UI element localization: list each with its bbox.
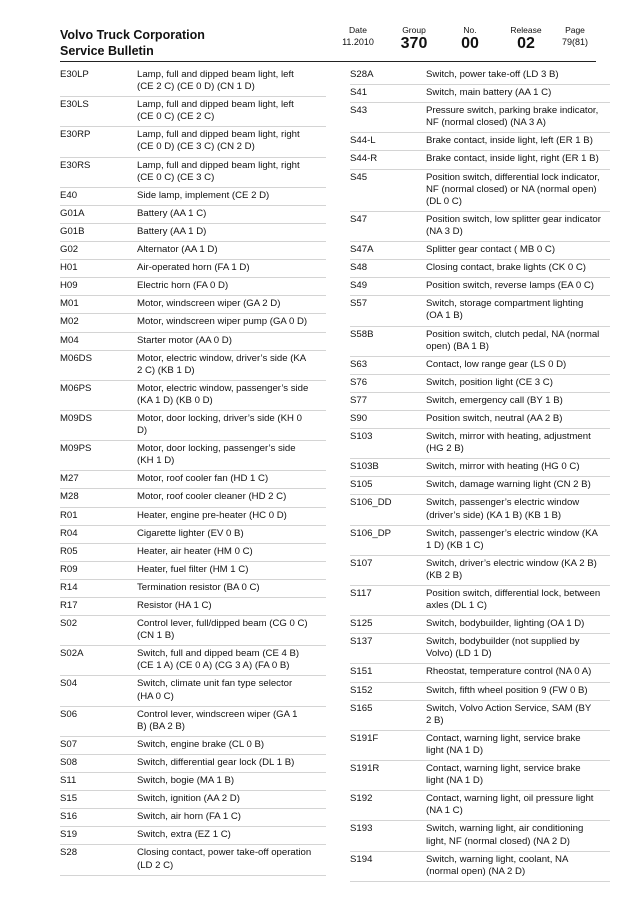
component-code: R17 — [60, 600, 78, 611]
page-cell — [554, 25, 596, 49]
component-description: Cigarette lighter (EV 0 B) — [137, 527, 244, 539]
table-row — [60, 646, 326, 676]
group-value: 370 — [400, 35, 428, 52]
component-code: S90 — [350, 412, 368, 424]
bulletin-header — [60, 24, 596, 56]
component-code: S49 — [350, 280, 368, 292]
table-row — [350, 791, 610, 821]
component-code: S58B — [350, 328, 374, 340]
bulletin-type: Service Bulletin — [60, 44, 154, 58]
table-row — [350, 459, 610, 477]
table-row — [60, 67, 326, 97]
table-row — [60, 242, 326, 260]
component-code: S103B — [350, 461, 379, 473]
component-code: S165 — [350, 702, 373, 714]
component-code: G01B — [60, 225, 85, 237]
component-code: S04 — [60, 678, 78, 690]
table-row — [60, 489, 326, 507]
component-code: S44-R — [350, 153, 378, 165]
component-description: Closing contact, brake lights (CK 0 C) — [426, 262, 586, 274]
component-description: Resistor (HA 1 C) — [137, 600, 212, 611]
component-code: H01 — [60, 262, 78, 274]
component-description: Switch, air horn (FA 1 C) — [137, 811, 241, 823]
table-row — [60, 676, 326, 706]
component-description: Splitter gear contact ( MB 0 C) — [426, 244, 556, 256]
component-code: E30RP — [60, 129, 91, 141]
component-description: Switch, main battery (AA 1 C) — [426, 87, 552, 99]
table-row — [350, 634, 610, 664]
table-row — [60, 97, 326, 127]
component-description: Lamp, full and dipped beam light, right (CE 0 D) (CE 3 C) (CN 2 D) — [137, 129, 300, 153]
release-label: Release — [510, 25, 542, 35]
component-description: Motor, electric window, driver’s side (KA 2 C) (KB 1 D) — [137, 352, 307, 376]
component-code: H09 — [60, 280, 78, 292]
table-row — [60, 351, 326, 381]
table-row — [60, 845, 326, 875]
table-row — [350, 495, 610, 525]
component-description: Pressure switch, parking brake indicator, NF (normal closed) (NA 3 A) — [426, 105, 599, 129]
table-row — [60, 580, 326, 598]
table-row — [350, 556, 610, 586]
component-code: S125 — [350, 618, 373, 630]
component-code: M02 — [60, 316, 79, 328]
component-code: S08 — [60, 756, 78, 768]
component-code: M04 — [60, 334, 79, 346]
group-label: Group — [402, 25, 426, 35]
component-description: Termination resistor (BA 0 C) — [137, 581, 260, 593]
table-row — [350, 761, 610, 791]
component-code: S106_DP — [350, 527, 392, 539]
component-code: S48 — [350, 262, 368, 274]
table-row — [350, 852, 610, 882]
header-divider — [60, 61, 596, 62]
table-row — [350, 327, 610, 357]
component-code: M06DS — [60, 352, 92, 364]
component-description: Heater, air heater (HM 0 C) — [137, 545, 253, 557]
component-description: Heater, engine pre-heater (HC 0 D) — [137, 509, 287, 521]
component-description: Motor, windscreen wiper pump (GA 0 D) — [137, 316, 308, 328]
component-code: E30LP — [60, 69, 89, 80]
table-row — [60, 809, 326, 827]
table-row — [350, 278, 610, 296]
date-value: 11.2010 — [342, 37, 374, 47]
table-row — [350, 133, 610, 151]
component-description: Contact, warning light, oil pressure light (NA 1 C) — [426, 793, 594, 817]
component-code: S117 — [350, 588, 372, 599]
component-code: S191F — [350, 732, 379, 744]
table-row — [60, 526, 326, 544]
component-description: Motor, windscreen wiper (GA 2 D) — [137, 298, 281, 310]
component-code: S07 — [60, 738, 78, 750]
table-row — [350, 242, 610, 260]
component-code: M06PS — [60, 382, 92, 394]
table-row — [60, 381, 326, 411]
table-row — [350, 526, 610, 556]
component-description: Switch, bodybuilder, lighting (OA 1 D) — [426, 618, 585, 630]
component-code: S19 — [60, 829, 78, 841]
table-row — [60, 278, 326, 296]
component-description: Motor, roof cooler fan (HD 1 C) — [137, 473, 269, 485]
table-row — [350, 296, 610, 326]
component-code: S76 — [350, 376, 368, 388]
table-row — [350, 821, 610, 851]
component-code: S103 — [350, 431, 373, 443]
component-code: S194 — [350, 853, 373, 865]
table-row — [60, 296, 326, 314]
table-row — [350, 260, 610, 278]
component-code: S28A — [350, 69, 374, 80]
table-row — [350, 170, 610, 212]
component-description: Starter motor (AA 0 D) — [137, 334, 232, 346]
table-row — [60, 224, 326, 242]
component-description: Switch, warning light, air conditioning light, NF (normal closed) (NA 2 D) — [426, 823, 584, 847]
table-row — [60, 411, 326, 441]
component-description: Switch, passenger’s electric window (KA 1 D) (KB 1 C) — [426, 527, 598, 551]
table-row — [60, 707, 326, 737]
table-row — [60, 544, 326, 562]
table-row — [350, 701, 610, 731]
table-row — [60, 206, 326, 224]
component-code: S02 — [60, 618, 78, 630]
component-description: Switch, position light (CE 3 C) — [426, 376, 553, 388]
component-code: S06 — [60, 708, 78, 720]
table-row — [60, 260, 326, 278]
table-row — [350, 85, 610, 103]
table-row — [60, 333, 326, 351]
table-row — [350, 683, 610, 701]
component-code: E30RS — [60, 159, 91, 171]
component-description: Rheostat, temperature control (NA 0 A) — [426, 666, 592, 678]
component-description: Control lever, full/dipped beam (CG 0 C) (CN 1 B) — [137, 618, 308, 642]
component-code: S11 — [60, 775, 77, 787]
table-row — [60, 314, 326, 332]
component-code: S41 — [350, 87, 368, 99]
component-description: Switch, passenger’s electric window (driver’s side) (KA 1 B) (KB 1 B) — [426, 497, 580, 521]
component-description: Switch, mirror with heating, adjustment (HG 2 B) — [426, 431, 591, 455]
table-row — [60, 158, 326, 188]
component-code: S02A — [60, 648, 84, 660]
table-row — [350, 664, 610, 682]
component-description: Position switch, low splitter gear indicator (NA 3 D) — [426, 213, 601, 237]
component-description: Closing contact, power take-off operation (LD 2 C) — [137, 847, 312, 871]
component-code: R04 — [60, 527, 78, 539]
component-code: S44-L — [350, 135, 376, 147]
component-code: G02 — [60, 244, 79, 256]
table-row — [60, 127, 326, 157]
component-code: M27 — [60, 473, 79, 485]
component-code: S152 — [350, 684, 373, 696]
component-description: Electric horn (FA 0 D) — [137, 280, 229, 292]
component-description: Battery (AA 1 C) — [137, 207, 207, 219]
component-code: E30LS — [60, 99, 89, 111]
component-description: Switch, storage compartment lighting (OA 1 B) — [426, 298, 584, 322]
table-row — [350, 103, 610, 133]
component-description: Contact, warning light, service brake light (NA 1 D) — [426, 732, 581, 756]
table-row — [350, 616, 610, 634]
component-code: E40 — [60, 189, 78, 201]
table-row — [350, 429, 610, 459]
table-row — [60, 471, 326, 489]
component-description: Motor, roof cooler cleaner (HD 2 C) — [137, 491, 287, 503]
component-code: R05 — [60, 545, 78, 557]
table-row — [60, 737, 326, 755]
table-row — [60, 773, 326, 791]
component-list-left — [60, 67, 326, 876]
component-code: S137 — [350, 636, 373, 648]
component-code: S106_DD — [350, 497, 392, 509]
component-code: M01 — [60, 298, 79, 310]
component-description: Battery (AA 1 D) — [137, 225, 207, 237]
table-row — [60, 616, 326, 646]
component-code: S191R — [350, 763, 380, 775]
component-code: S45 — [350, 171, 368, 183]
table-row — [350, 67, 610, 85]
component-code: M28 — [60, 491, 79, 503]
component-description: Side lamp, implement (CE 2 D) — [137, 189, 270, 201]
component-code: R14 — [60, 581, 78, 593]
company-block — [60, 27, 205, 59]
component-list-right — [350, 67, 610, 882]
number-cell — [450, 25, 490, 53]
component-description: Position switch, neutral (AA 2 B) — [426, 412, 563, 424]
table-row — [350, 731, 610, 761]
component-code: M09DS — [60, 412, 92, 424]
component-description: Position switch, clutch pedal, NA (normal open) (BA 1 B) — [426, 328, 600, 352]
component-description: Switch, fifth wheel position 9 (FW 0 B) — [426, 684, 588, 696]
component-description: Switch, differential gear lock (DL 1 B) — [137, 756, 295, 768]
component-description: Lamp, full and dipped beam light, right (CE 0 C) (CE 3 C) — [137, 159, 300, 183]
component-description: Brake contact, inside light, right (ER 1 B) — [426, 153, 599, 165]
table-row — [60, 598, 326, 616]
table-row — [350, 393, 610, 411]
component-code: M09PS — [60, 443, 92, 455]
component-description: Switch, engine brake (CL 0 B) — [137, 738, 265, 750]
component-description: Air-operated horn (FA 1 D) — [137, 262, 250, 274]
component-description: Position switch, differential lock, between axles (DL 1 C) — [426, 588, 601, 612]
component-description: Switch, ignition (AA 2 D) — [137, 793, 240, 805]
component-description: Alternator (AA 1 D) — [137, 244, 218, 256]
component-code: S193 — [350, 823, 373, 835]
component-code: S151 — [350, 666, 373, 678]
component-code: S107 — [350, 557, 373, 569]
component-description: Heater, fuel filter (HM 1 C) — [137, 563, 249, 575]
group-cell — [392, 25, 436, 53]
component-code: S57 — [350, 298, 368, 310]
number-value: 00 — [461, 35, 479, 52]
table-row — [350, 151, 610, 169]
component-description: Switch, emergency call (BY 1 B) — [426, 394, 563, 406]
page-label: Page — [565, 25, 585, 35]
component-description: Switch, bogie (MA 1 B) — [137, 775, 235, 787]
table-row — [350, 477, 610, 495]
component-description: Control lever, windscreen wiper (GA 1 B) (BA 2 B) — [137, 708, 298, 732]
component-description: Switch, extra (EZ 1 C) — [137, 829, 231, 841]
component-description: Switch, Volvo Action Service, SAM (BY 2 B) — [426, 702, 592, 726]
component-description: Switch, bodybuilder (not supplied by Volvo) (LD 1 D) — [426, 636, 580, 660]
component-description: Lamp, full and dipped beam light, left (CE 0 C) (CE 2 C) — [137, 99, 294, 123]
component-description: Contact, warning light, service brake light (NA 1 D) — [426, 763, 581, 787]
table-row — [60, 441, 326, 471]
component-description: Brake contact, inside light, left (ER 1 B) — [426, 135, 593, 147]
date-label: Date — [349, 25, 367, 35]
table-row — [350, 212, 610, 242]
component-description: Switch, damage warning light (CN 2 B) — [426, 479, 591, 491]
component-description: Switch, driver’s electric window (KA 2 B) (KB 2 B) — [426, 557, 597, 581]
table-row — [60, 562, 326, 580]
table-row — [350, 357, 610, 375]
component-code: R09 — [60, 563, 78, 575]
component-code: R01 — [60, 509, 78, 521]
component-description: Switch, climate unit fan type selector (HA 0 C) — [137, 678, 293, 702]
component-code: S192 — [350, 793, 373, 805]
component-code: S43 — [350, 105, 368, 117]
component-description: Switch, warning light, coolant, NA (normal open) (NA 2 D) — [426, 853, 569, 877]
table-row — [60, 791, 326, 809]
component-code: S77 — [350, 394, 368, 406]
component-description: Motor, door locking, passenger’s side (KH 1 D) — [137, 443, 296, 467]
component-description: Motor, door locking, driver’s side (KH 0 D) — [137, 412, 302, 437]
component-code: S28 — [60, 847, 78, 859]
component-code: S47 — [350, 213, 368, 225]
component-description: Position switch, reverse lamps (EA 0 C) — [426, 280, 594, 292]
component-description: Lamp, full and dipped beam light, left (CE 2 C) (CE 0 D) (CN 1 D) — [137, 69, 294, 93]
release-value: 02 — [517, 35, 535, 52]
company-name: Volvo Truck Corporation — [60, 28, 205, 42]
table-row — [350, 411, 610, 429]
table-row — [60, 508, 326, 526]
release-cell — [500, 25, 552, 53]
table-row — [60, 827, 326, 845]
table-row — [60, 755, 326, 773]
component-description: Contact, low range gear (LS 0 D) — [426, 358, 567, 370]
component-description: Motor, electric window, passenger’s side (KA 1 D) (KB 0 D) — [137, 382, 309, 406]
component-code: S47A — [350, 244, 374, 256]
date-cell — [328, 25, 388, 49]
component-description: Switch, mirror with heating (HG 0 C) — [426, 461, 580, 473]
number-label: No. — [463, 25, 477, 35]
component-code: S63 — [350, 358, 368, 370]
page-value: 79(81) — [561, 37, 588, 47]
component-code: S105 — [350, 479, 373, 491]
component-description: Switch, full and dipped beam (CE 4 B) (CE 1 A) (CE 0 A) (CG 3 A) (FA 0 B) — [137, 648, 300, 672]
table-row — [350, 586, 610, 616]
component-description: Switch, power take-off (LD 3 B) — [426, 69, 559, 80]
component-code: S16 — [60, 811, 78, 823]
component-code: G01A — [60, 207, 85, 219]
component-code: S15 — [60, 793, 78, 805]
table-row — [60, 188, 326, 206]
table-row — [350, 375, 610, 393]
component-description: Position switch, differential lock indicator, NF (normal closed) or NA (normal open) (DL 0 C) — [426, 171, 600, 207]
